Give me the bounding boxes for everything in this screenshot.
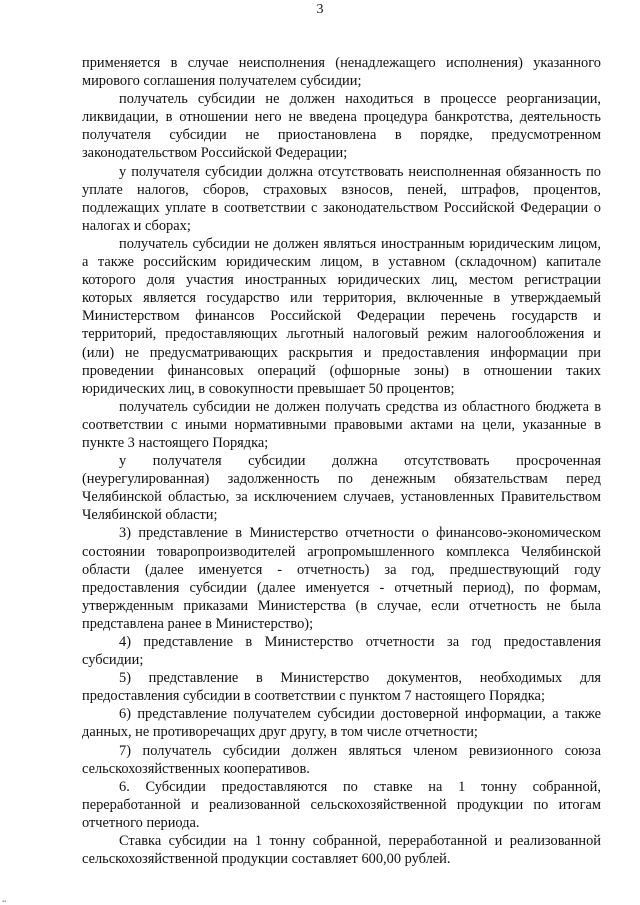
paragraph-item-5-documents: 5) представление в Министерство документов, необходимых для предоставления субсидии в соответствии с пунктом 7 настоящего Порядка;	[82, 670, 601, 705]
page-number: 3	[316, 2, 324, 17]
paragraph-section-6-rate: 6. Субсидии предоставляются по ставке на 1 тонну собранной, переработанной и реализованной сельскохозяйственной продукции по итогам отчетного периода.	[82, 778, 601, 831]
paragraph-no-tax-debt: у получателя субсидии должна отсутствовать неисполненная обязанность по уплате налогов, сборов, страховых взносов, пеней, штрафов, процентов, подлежащих уплате в соответствии с законодательством Российской Федерации о налогах и сборах;	[82, 163, 601, 234]
scan-corner-mark: ▪▪	[2, 899, 7, 905]
paragraph-not-foreign-entity: получатель субсидии не должен являться иностранным юридическим лицом, а также российским юридическим лицом, в уставном (складочном) капитале которого доля участия иностранных юридических лиц, местом регистрации которых является государство или территория, включенные в утверждаемый Министерством финансов Российской Федерации перечень государств и территорий, предоставляющих льготный налоговый режим налогообложения и (или) не предусматривающих раскрытия и предоставления информации при проведении финансовых операций (офшорные зоны) в отношении таких юридических лиц, в совокупности превышает 50 процентов;	[82, 235, 601, 397]
paragraph-item-4-reporting-year: 4) представление в Министерство отчетности за год предоставления субсидии;	[82, 634, 601, 669]
paragraph-no-overdue-debt: у получателя субсидии должна отсутствовать просроченная (неурегулированная) задолженность по денежным обязательствам перед Челябинской областью, за исключением случаев, установленных Правительством Челябинской области;	[82, 453, 601, 524]
document-body	[82, 54, 601, 868]
paragraph-item-3-reporting: 3) представление в Министерство отчетности о финансово-экономическом состоянии товаропроизводителей агропромышленного комплекса Челябинской области (далее именуется - отчетность) за год, предшествующий году предоставления субсидии (далее именуется - отчетный период), по формам, утвержденным приказами Министерства (в случае, если отчетность не была представлена ранее в Министерство);	[82, 525, 601, 632]
paragraph-item-6-reliable-info: 6) представление получателем субсидии достоверной информации, а также данных, не противоречащих друг другу, в том числе отчетности;	[82, 706, 601, 741]
paragraph-item-7-audit-union: 7) получатель субсидии должен являться членом ревизионного союза сельскохозяйственных кооперативов.	[82, 742, 601, 777]
paragraph-no-other-budget-funds: получатель субсидии не должен получать средства из областного бюджета в соответствии с иными нормативными правовыми актами на цели, указанные в пункте 3 настоящего Порядка;	[82, 398, 601, 451]
paragraph-continuation: применяется в случае неисполнения (ненадлежащего исполнения) указанного мирового соглашения получателем субсидии;	[82, 55, 601, 90]
paragraph-rate-amount: Ставка субсидии на 1 тонну собранной, переработанной и реализованной сельскохозяйственной продукции составляет 600,00 рублей.	[82, 833, 601, 868]
paragraph-not-in-reorganization: получатель субсидии не должен находиться в процессе реорганизации, ликвидации, в отношении него не введена процедура банкротства, деятельность получателя субсидии не приостановлена в порядке, предусмотренном законодательством Российской Федерации;	[82, 91, 601, 162]
